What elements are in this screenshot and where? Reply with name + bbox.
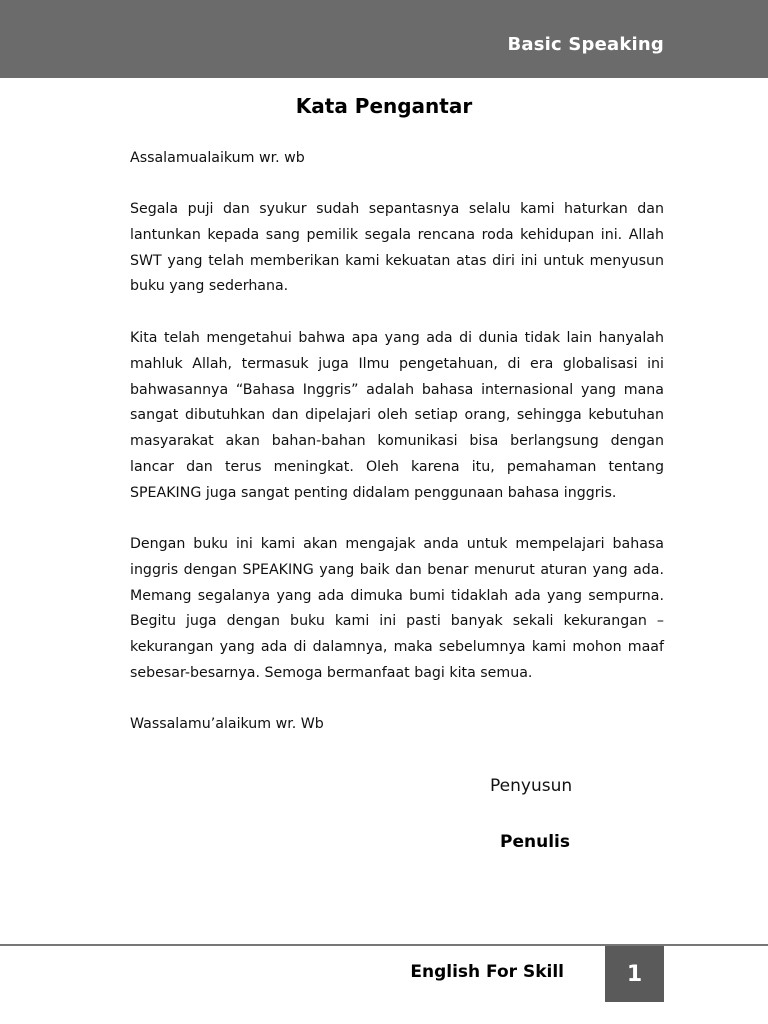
signature-name: Penulis (500, 832, 570, 852)
paragraph-1: Segala puji dan syukur sudah sepantasnya selalu kami haturkan dan lantunkan kepada sang pemilik segala rencana roda kehidupan ini. Allah SWT yang telah memberikan kami kekuatan atas diri ini untuk menyusun buku yang sederhana. (130, 201, 664, 295)
signature-role: Penyusun (490, 776, 573, 796)
page-number: 1 (626, 961, 643, 987)
header-bar (0, 0, 768, 78)
page-number-box (605, 946, 664, 1002)
greeting-text: Assalamualaikum wr. wb (130, 150, 305, 166)
paragraph-2: Kita telah mengetahui bahwa apa yang ada di dunia tidak lain hanyalah mahluk Allah, termasuk juga Ilmu pengetahuan, di era globalisasi ini bahwasannya “Bahasa Inggris” adalah bahasa internasional yang mana sangat dibutuhkan dan dipelajari oleh setiap orang, sehingga kebutuhan masyarakat akan bahan-bahan komunikasi bisa berlangsung dengan lancar dan terus meningkat. Oleh karena itu, pemahaman tentang SPEAKING juga sangat penting didalam penggunaan bahasa inggris. (130, 330, 664, 501)
closing-text: Wassalamu’alaikum wr. Wb (130, 716, 324, 732)
footer-title: English For Skill (410, 962, 564, 982)
header-title: Basic Speaking (507, 34, 664, 55)
paragraph-3: Dengan buku ini kami akan mengajak anda untuk mempelajari bahasa inggris dengan SPEAKING yang baik dan benar menurut aturan yang ada. Memang segalanya yang ada dimuka bumi tidaklah ada yang sempurna. Begitu juga dengan buku kami ini pasti banyak sekali kekurangan – kekurangan yang ada di dalamnya, maka sebelumnya kami mohon maaf sebesar-besarnya. Semoga bermanfaat bagi kita semua. (130, 536, 664, 681)
page-title: Kata Pengantar (295, 94, 473, 118)
